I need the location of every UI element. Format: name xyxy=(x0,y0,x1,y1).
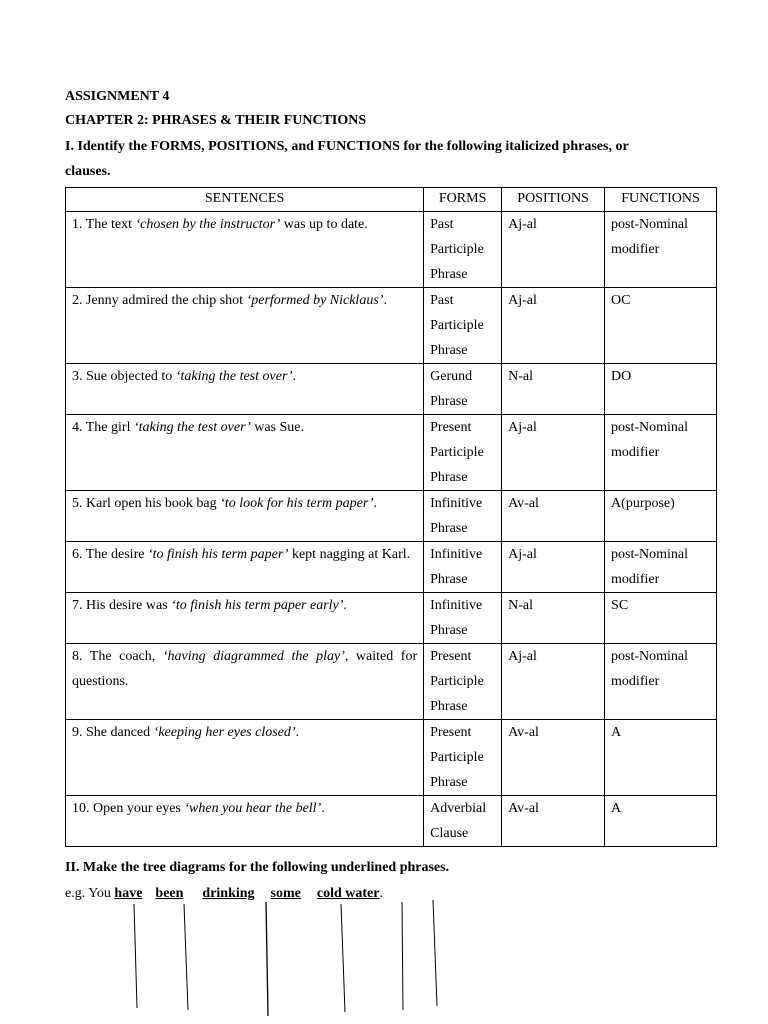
sentence-text: . xyxy=(292,369,297,384)
position-cell: Av-al xyxy=(502,720,605,796)
sentence-text: 4. The girl xyxy=(72,420,134,435)
sentence-text: kept nagging at Karl. xyxy=(288,547,411,562)
function-text: post-Nominal xyxy=(611,217,689,232)
phrase-analysis-table xyxy=(65,187,717,847)
sentence-text: 6. The desire xyxy=(72,547,148,562)
form-cell xyxy=(424,415,502,491)
form-text: Participle xyxy=(430,674,484,689)
function-text: modifier xyxy=(611,572,660,587)
form-text: Infinitive xyxy=(430,547,483,562)
function-cell xyxy=(605,415,717,491)
sentence-text: 7. His desire was xyxy=(72,598,172,613)
table-row xyxy=(66,796,717,847)
form-text: Phrase xyxy=(430,343,468,358)
sentence-text: 9. She danced xyxy=(72,725,154,740)
form-text: Phrase xyxy=(430,623,468,638)
sentence-text: 1. The text xyxy=(72,217,136,232)
table-row xyxy=(66,593,717,644)
form-text: Participle xyxy=(430,318,484,333)
position-cell: Av-al xyxy=(502,491,605,542)
table-header-row xyxy=(66,188,717,212)
table-row xyxy=(66,415,717,491)
form-text: Participle xyxy=(430,750,484,765)
sentence-text: . xyxy=(343,598,347,613)
sentence-text: was up to date. xyxy=(280,217,368,232)
form-text: Phrase xyxy=(430,572,468,587)
chapter-title: CHAPTER 2: PHRASES & THEIR FUNCTIONS xyxy=(65,113,367,128)
sentence-text: . xyxy=(321,801,325,816)
instruction-line-2: clauses. xyxy=(65,164,111,179)
position-cell: Aj-al xyxy=(502,288,605,364)
form-cell xyxy=(424,491,502,542)
sentence-text: . xyxy=(295,725,300,740)
column-header-functions: FUNCTIONS xyxy=(605,188,717,212)
sentence-text: . xyxy=(383,293,387,308)
sentence-cell xyxy=(66,491,424,542)
form-text: Infinitive xyxy=(430,598,483,613)
tree-line-been xyxy=(184,904,188,1010)
function-text: DO xyxy=(611,369,632,384)
function-text: OC xyxy=(611,293,631,308)
position-cell: Aj-al xyxy=(502,415,605,491)
form-text: Clause xyxy=(430,826,469,841)
sentence-text: 10. Open your eyes xyxy=(72,801,185,816)
function-text: modifier xyxy=(611,674,660,689)
form-text: Adverbial xyxy=(430,801,487,816)
table-row xyxy=(66,212,717,288)
form-cell xyxy=(424,212,502,288)
sentence-cell xyxy=(66,288,424,364)
italic-phrase: ‘to finish his term paper’ xyxy=(147,547,289,562)
sentence-text: , waited for questions. xyxy=(72,649,418,689)
sentence-cell xyxy=(66,542,424,593)
sentence-cell xyxy=(66,644,424,720)
position-cell: N-al xyxy=(502,593,605,644)
italic-phrase: ‘having diagrammed the play’ xyxy=(162,649,345,664)
form-text: Participle xyxy=(430,242,484,257)
underlined-word-drinking: drinking xyxy=(202,886,255,901)
table-row xyxy=(66,644,717,720)
column-header-sentences: SENTENCES xyxy=(66,188,424,212)
function-cell xyxy=(605,491,717,542)
form-cell xyxy=(424,542,502,593)
form-text: Phrase xyxy=(430,521,468,536)
table-row xyxy=(66,364,717,415)
table-row xyxy=(66,491,717,542)
italic-phrase: ‘performed by Nicklaus’ xyxy=(246,293,384,308)
sentence-text: 8. The coach, xyxy=(72,649,163,664)
function-cell xyxy=(605,796,717,847)
sentence-cell xyxy=(66,720,424,796)
position-cell: Aj-al xyxy=(502,212,605,288)
sentence-text: 3. Sue objected to xyxy=(72,369,176,384)
form-cell xyxy=(424,364,502,415)
form-text: Past xyxy=(430,217,454,232)
sentence-cell xyxy=(66,593,424,644)
form-cell xyxy=(424,796,502,847)
function-text: post-Nominal xyxy=(611,547,689,562)
column-header-positions: POSITIONS xyxy=(502,188,605,212)
table-row xyxy=(66,542,717,593)
tree-line-have xyxy=(134,904,137,1008)
underlined-word-have: have xyxy=(114,886,143,901)
sentence-cell xyxy=(66,364,424,415)
italic-phrase: ‘to look for his term paper’ xyxy=(220,496,374,511)
example-suffix: . xyxy=(379,886,383,901)
underlined-word-some: some xyxy=(270,886,301,901)
form-text: Phrase xyxy=(430,267,468,282)
position-cell: Aj-al xyxy=(502,542,605,593)
function-cell xyxy=(605,593,717,644)
form-text: Present xyxy=(430,420,472,435)
section-2-instruction: II. Make the tree diagrams for the following underlined phrases. xyxy=(65,860,450,875)
function-cell xyxy=(605,542,717,593)
table-body xyxy=(66,212,717,847)
example-sentence xyxy=(65,884,383,904)
function-cell xyxy=(605,720,717,796)
sentence-text: 5. Karl open his book bag xyxy=(72,496,221,511)
form-cell xyxy=(424,288,502,364)
assignment-title: ASSIGNMENT 4 xyxy=(65,89,170,104)
function-cell xyxy=(605,288,717,364)
function-text: post-Nominal xyxy=(611,649,689,664)
sentence-text: . xyxy=(373,496,377,511)
tree-line-water xyxy=(433,900,437,1006)
underlined-word-been: been xyxy=(155,886,184,901)
form-text: Present xyxy=(430,649,472,664)
function-text: modifier xyxy=(611,242,660,257)
position-cell: Aj-al xyxy=(502,644,605,720)
sentence-cell xyxy=(66,415,424,491)
form-text: Gerund xyxy=(430,369,473,384)
form-text: Phrase xyxy=(430,775,468,790)
form-cell xyxy=(424,644,502,720)
position-cell: N-al xyxy=(502,364,605,415)
italic-phrase: ‘keeping her eyes closed’ xyxy=(153,725,296,740)
form-text: Infinitive xyxy=(430,496,483,511)
function-cell xyxy=(605,364,717,415)
sentence-cell xyxy=(66,796,424,847)
function-text: SC xyxy=(611,598,629,613)
tree-line-drinking xyxy=(266,902,268,1016)
tree-line-some xyxy=(341,904,345,1012)
form-text: Participle xyxy=(430,445,484,460)
function-text: A(purpose) xyxy=(611,496,675,511)
table-row xyxy=(66,288,717,364)
function-cell xyxy=(605,644,717,720)
form-cell xyxy=(424,720,502,796)
function-text: post-Nominal xyxy=(611,420,689,435)
column-header-forms: FORMS xyxy=(424,188,502,212)
italic-phrase: ‘taking the test over’ xyxy=(175,369,293,384)
function-cell xyxy=(605,212,717,288)
function-text: A xyxy=(611,725,622,740)
form-text: Phrase xyxy=(430,470,468,485)
tree-line-cold xyxy=(402,902,403,1010)
table-row xyxy=(66,720,717,796)
form-text: Phrase xyxy=(430,394,468,409)
italic-phrase: ‘to finish his term paper early’ xyxy=(171,598,344,613)
italic-phrase: ‘when you hear the bell’ xyxy=(184,801,322,816)
example-prefix: e.g. You xyxy=(65,886,115,901)
form-text: Phrase xyxy=(430,699,468,714)
position-cell: Av-al xyxy=(502,796,605,847)
function-text: modifier xyxy=(611,445,660,460)
sentence-cell xyxy=(66,212,424,288)
sentence-text: was Sue. xyxy=(250,420,305,435)
sentence-text: 2. Jenny admired the chip shot xyxy=(72,293,247,308)
instruction-line-1: I. Identify the FORMS, POSITIONS, and FUNCTIONS for the following italicized phrases, or xyxy=(65,139,629,154)
form-text: Past xyxy=(430,293,454,308)
italic-phrase: ‘chosen by the instructor’ xyxy=(135,217,281,232)
function-text: A xyxy=(611,801,622,816)
underlined-word-cold-water: cold water xyxy=(316,886,380,901)
form-cell xyxy=(424,593,502,644)
form-text: Present xyxy=(430,725,472,740)
italic-phrase: ‘taking the test over’ xyxy=(133,420,251,435)
